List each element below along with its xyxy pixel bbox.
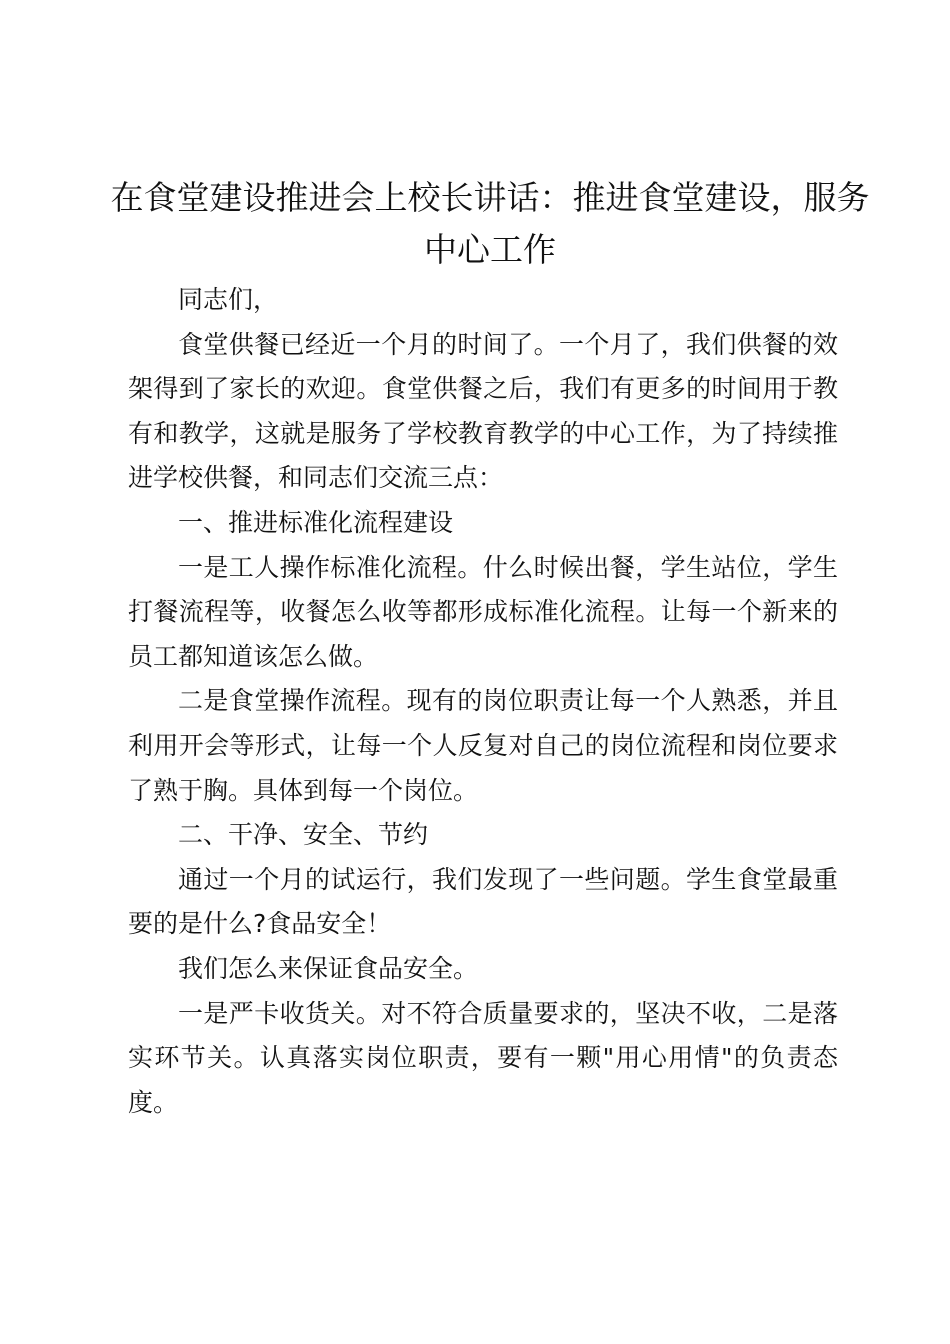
paragraph-intro: 食堂供餐已经近一个月的时间了。一个月了，我们供餐的效架得到了家长的欢迎。食堂供餐之后，我们有更多的时间用于教有和教学，这就是服务了学校教育教学的中心工作，为了持续推进学校供餐，和同志们交流三点： (128, 329, 838, 493)
paragraph-food-safety-question: 我们怎么来保证食品安全。 (178, 953, 479, 983)
paragraph-greeting: 同志们， (178, 285, 279, 314)
paragraph-canteen-process: 二是食堂操作流程。现有的岗位职责让每一个人熟悉，并且利用开会等形式，让每一个人反复对自己的岗位流程和岗位要求了熟于胸。具体到每一个岗位。 (128, 686, 838, 805)
document-title: 在食堂建设推进会上校长讲话：推进食堂建设，服务中心工作 (110, 178, 870, 269)
section-heading-2: 二、干净、安全、节约 (178, 820, 429, 850)
paragraph-receiving-check: 一是严卡收货关。对不符合质量要求的，坚决不收，二是落实环节关。认真落实岗位职责，要有一颗"用心用情"的负责态度。 (128, 998, 838, 1117)
paragraph-worker-process: 一是工人操作标准化流程。什么时候出餐，学生站位，学生打餐流程等，收餐怎么收等都形成标准化流程。让每一个新来的员工都知道该怎么做。 (128, 552, 838, 671)
section-heading-1: 一、推进标准化流程建设 (178, 507, 454, 537)
paragraph-trial-run: 通过一个月的试运行，我们发现了一些问题。学生食堂最重要的是什么?食品安全！ (128, 864, 838, 939)
document-body (128, 278, 838, 1125)
